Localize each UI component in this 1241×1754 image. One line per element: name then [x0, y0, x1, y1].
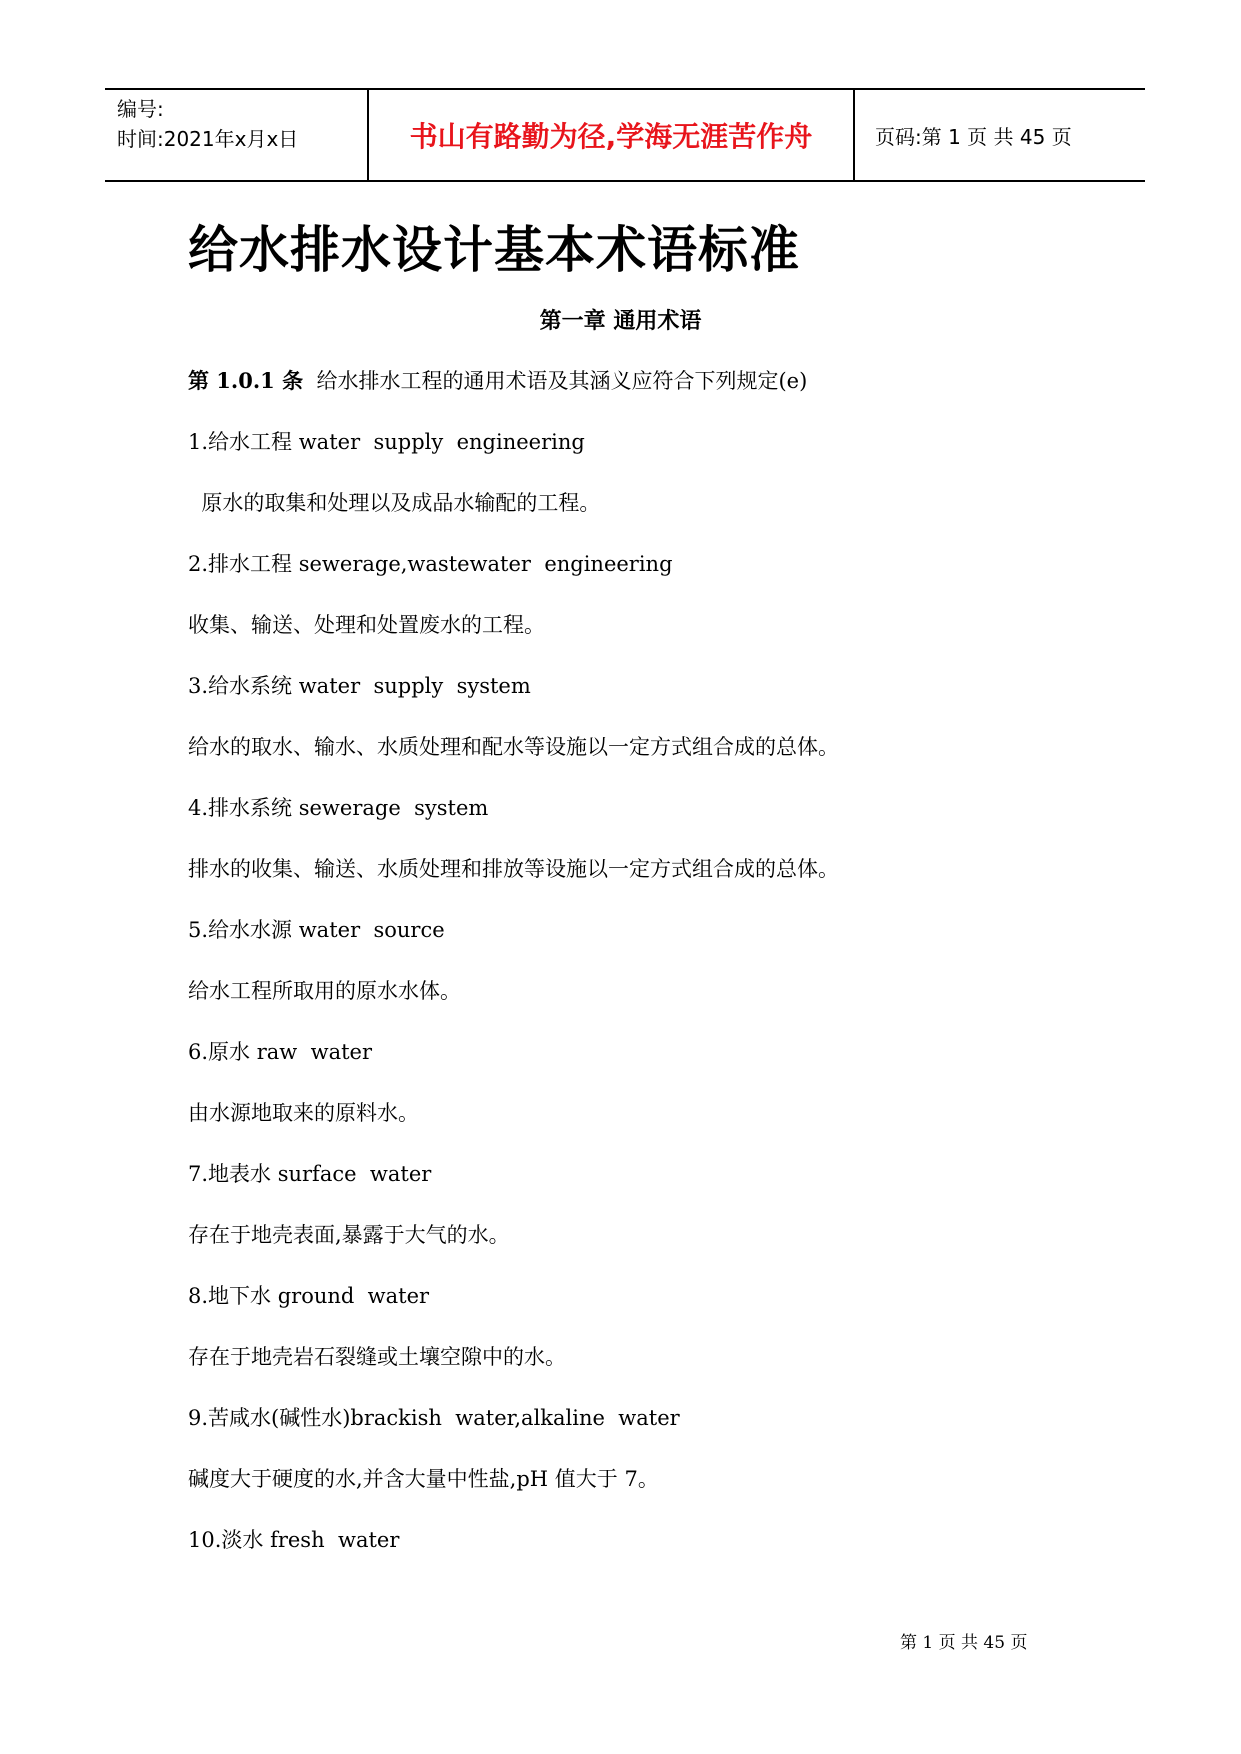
time-label: 时间:2021年x月x日	[117, 127, 299, 151]
clause-line	[188, 366, 807, 396]
motto: 书山有路勤为径,学海无涯苦作舟	[367, 90, 855, 180]
clause-text: 给水排水工程的通用术语及其涵义应符合下列规定(e)	[303, 369, 808, 393]
term-line: 1.给水工程 water supply engineering	[188, 430, 585, 454]
term-line: 9.苦咸水(碱性水)brackish water,alkaline water	[188, 1406, 680, 1430]
page-footer: 第 1 页 共 45 页	[900, 1633, 1028, 1653]
chapter-heading: 第一章 通用术语	[539, 309, 702, 334]
term-line: 4.排水系统 sewerage system	[188, 796, 489, 820]
definition-line: 原水的取集和处理以及成品水输配的工程。	[188, 491, 601, 515]
definition-line: 由水源地取来的原料水。	[188, 1101, 419, 1125]
term-line: 6.原水 raw water	[188, 1040, 372, 1064]
term-line: 7.地表水 surface water	[188, 1162, 432, 1186]
term-line: 5.给水水源 water source	[188, 918, 445, 942]
definition-line: 给水工程所取用的原水水体。	[188, 979, 461, 1003]
page-label: 页码:第 1 页 共 45 页	[875, 124, 1072, 149]
term-line: 2.排水工程 sewerage,wastewater engineering	[188, 552, 673, 576]
clause-label: 第 1.0.1 条	[188, 368, 304, 393]
definition-line: 给水的取水、输水、水质处理和配水等设施以一定方式组合成的总体。	[188, 735, 839, 759]
definition-line: 存在于地壳岩石裂缝或土壤空隙中的水。	[188, 1345, 566, 1369]
definition-line: 碱度大于硬度的水,并含大量中性盐,pH 值大于 7。	[188, 1467, 659, 1491]
term-line: 10.淡水 fresh water	[188, 1528, 400, 1552]
definition-line: 收集、输送、处理和处置废水的工程。	[188, 613, 545, 637]
term-line: 3.给水系统 water supply system	[188, 674, 531, 698]
page-header	[105, 88, 1145, 182]
document-title: 给水排水设计基本术语标准	[188, 221, 800, 279]
term-line: 8.地下水 ground water	[188, 1284, 430, 1308]
header-info	[117, 94, 367, 180]
definition-line: 存在于地壳表面,暴露于大气的水。	[188, 1223, 510, 1247]
definition-line: 排水的收集、输送、水质处理和排放等设施以一定方式组合成的总体。	[188, 857, 839, 881]
number-label: 编号:	[117, 97, 164, 121]
